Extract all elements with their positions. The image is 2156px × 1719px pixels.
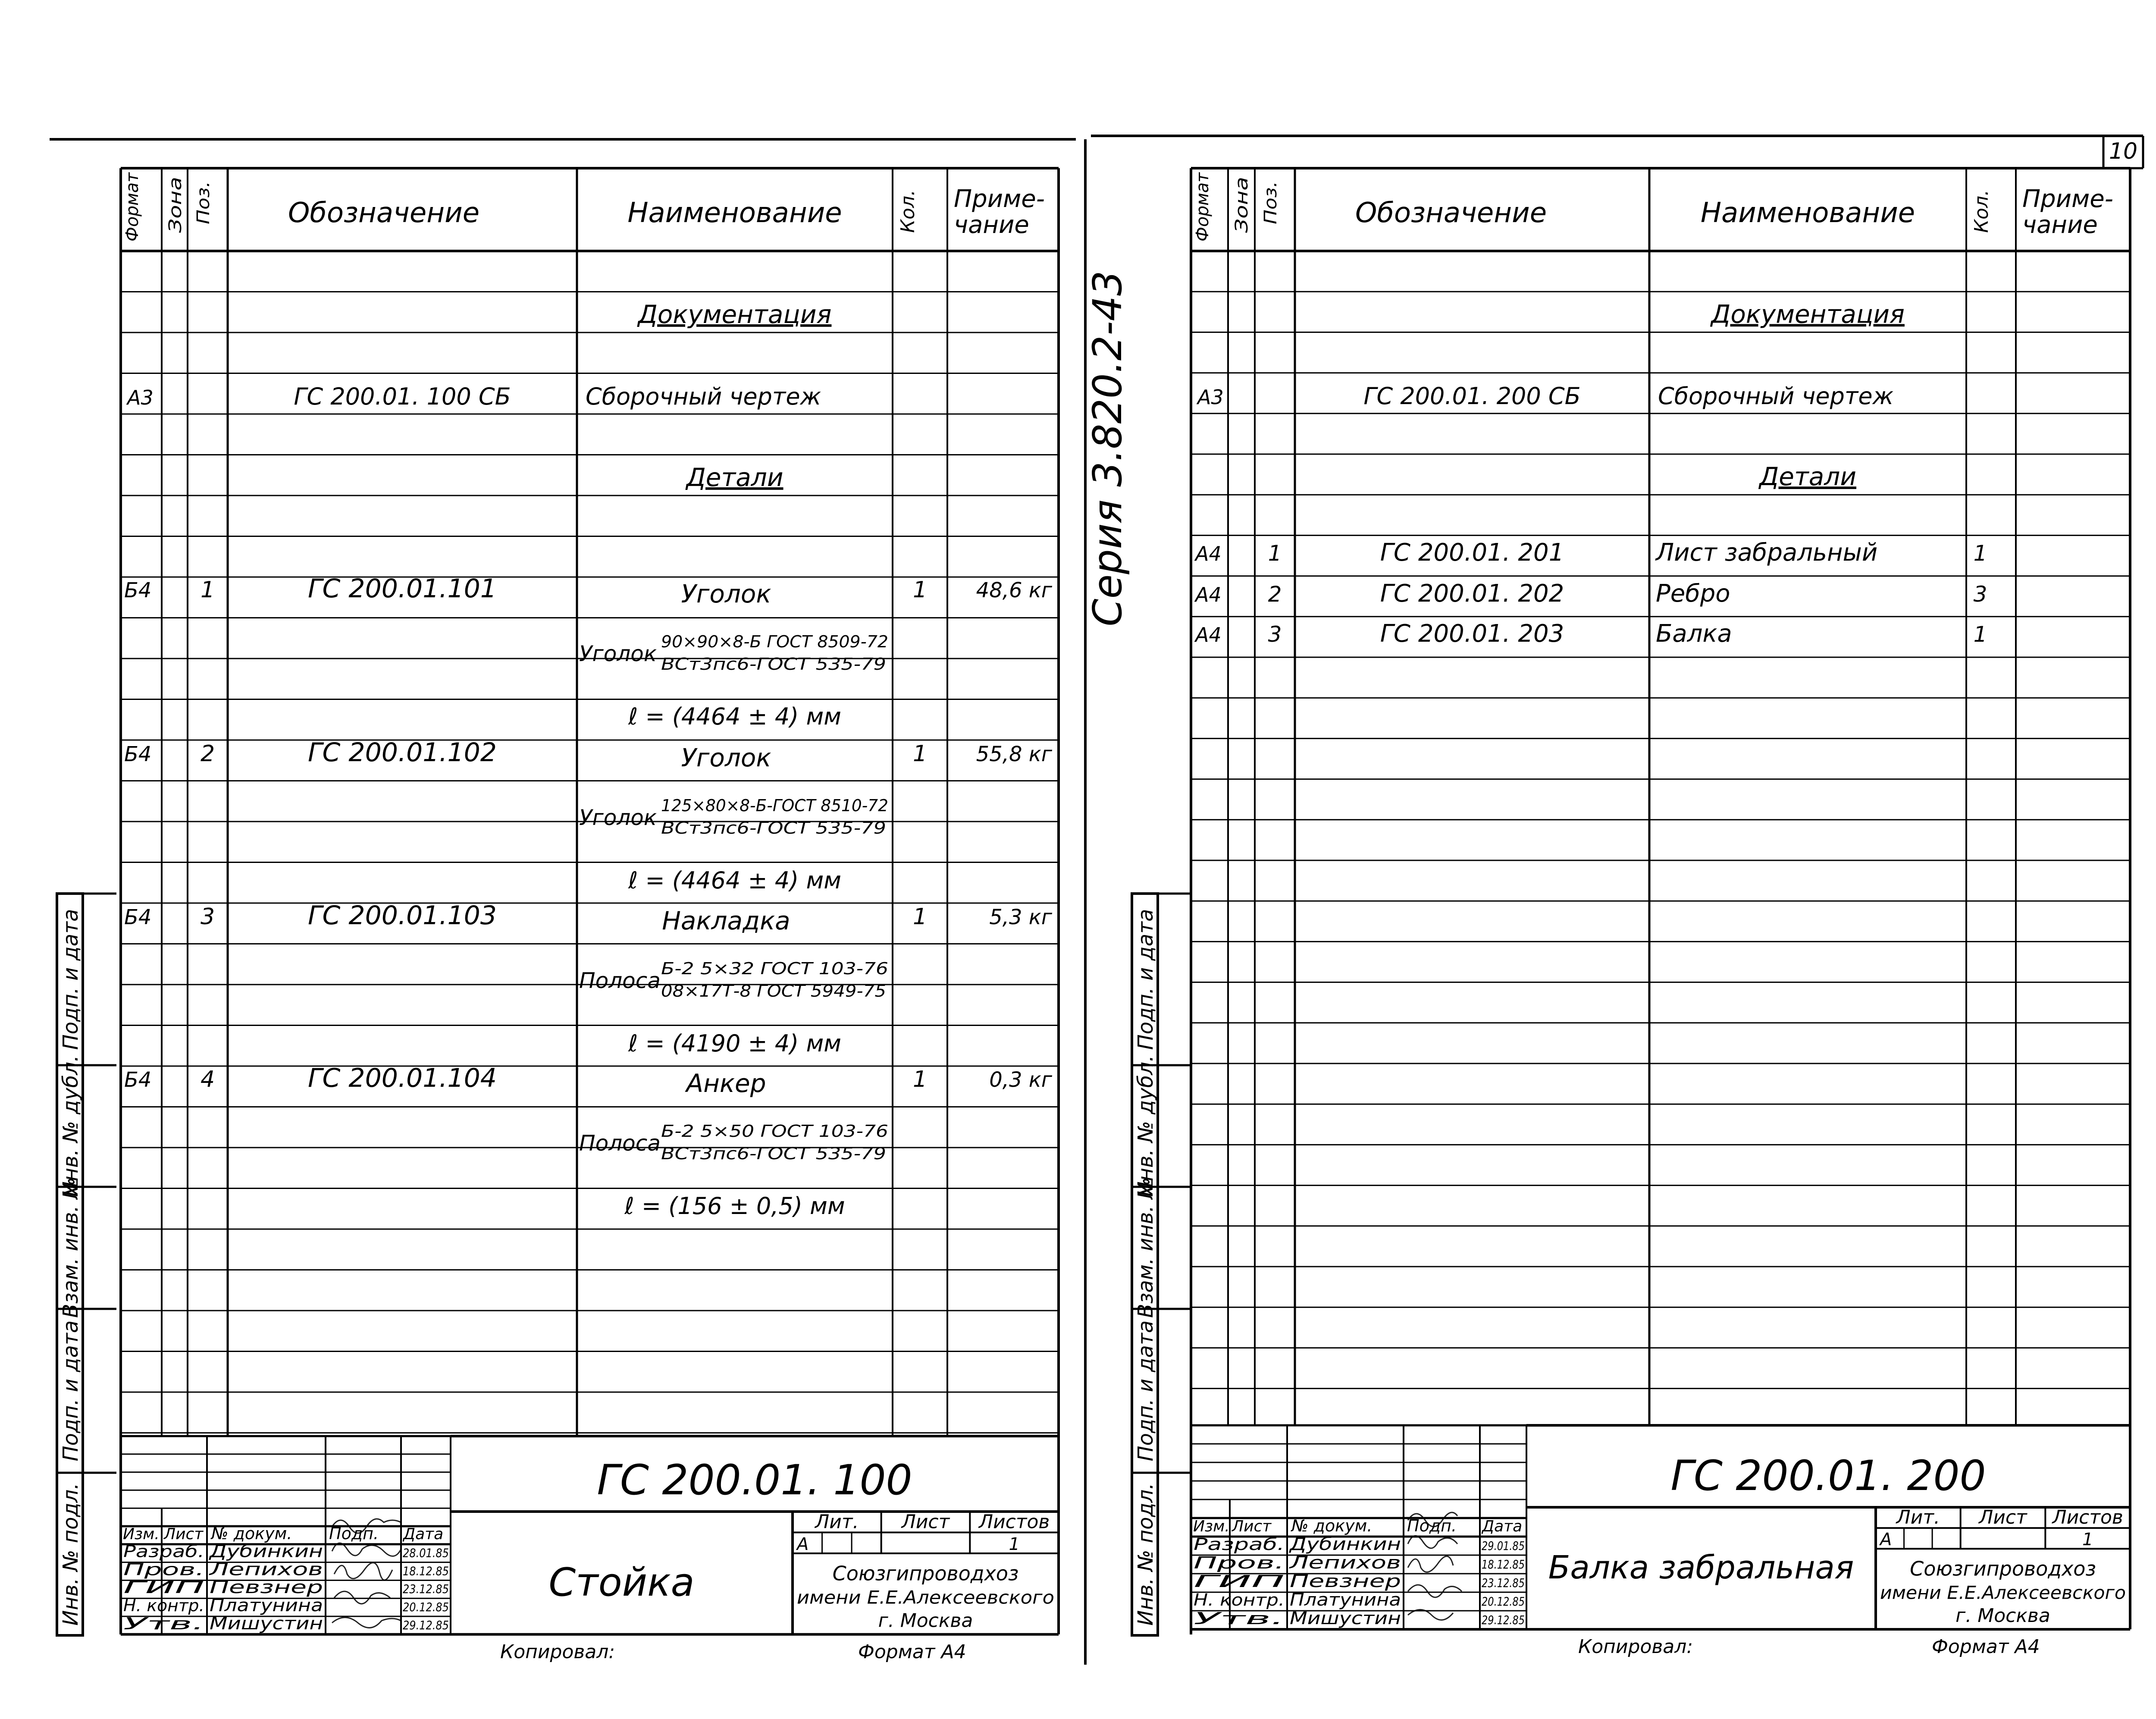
- item-length: ℓ = (4190 ± 4) мм: [628, 1030, 842, 1057]
- copied-label: Копировал:: [500, 1641, 615, 1663]
- format-label: Формат А4: [858, 1641, 966, 1663]
- side-strip-label: Инв. № дубл.: [59, 1055, 83, 1197]
- item-name: Уголок: [681, 579, 771, 609]
- stamp-role: ГИП: [123, 1578, 204, 1597]
- section-details: Детали: [1759, 462, 1857, 492]
- header-note-1: Приме-: [954, 185, 1045, 213]
- stamp-org-line2: имени Е.Е.Алексеевского: [1880, 1582, 2126, 1603]
- stamp-sign-label: Подп.: [329, 1524, 379, 1543]
- section-documentation: Документация: [1711, 299, 1905, 329]
- side-strip-label: Подп. и дата: [59, 1320, 83, 1462]
- side-strip-label: Взам. инв. №: [1134, 1177, 1158, 1318]
- item-length: ℓ = (4464 ± 4) мм: [628, 867, 842, 894]
- item-length: ℓ = (156 ± 0,5) мм: [624, 1192, 845, 1220]
- item-format: Б4: [124, 1068, 152, 1092]
- sheet-number: 10: [2109, 138, 2138, 164]
- item-quantity: 1: [912, 741, 928, 767]
- stamp-role: ГИП: [1194, 1572, 1285, 1591]
- header-zone: Зона: [166, 189, 185, 233]
- item-designation: ГС 200.01.103: [308, 900, 497, 931]
- assembly-name: Сборочный чертеж: [586, 383, 821, 410]
- stamp-date: 20.12.85: [403, 1600, 449, 1614]
- stamp-person-name: Платунина: [210, 1596, 323, 1615]
- stamp-date: 28.01.85: [403, 1546, 449, 1560]
- material-bottom: ВСт3пс6-ГОСТ 535-79: [661, 655, 886, 674]
- stamp-lit-value: А: [1880, 1530, 1892, 1550]
- right-sheet: [1191, 168, 2130, 1658]
- item-position: 1: [200, 577, 215, 603]
- section-details: Детали: [686, 463, 783, 492]
- assembly-designation: ГС 200.01. 200 СБ: [1363, 382, 1581, 410]
- stamp-person-name: Мишустин: [210, 1613, 323, 1634]
- stamp-person-name: Дубинкин: [1288, 1534, 1401, 1554]
- stamp-list-label: Лист: [164, 1525, 204, 1543]
- item-name: Балка: [1656, 620, 1732, 648]
- item-quantity: 1: [912, 904, 928, 930]
- item-position: 2: [1268, 582, 1282, 607]
- stamp-person-name: Платунина: [1290, 1590, 1401, 1610]
- stamp-sheets-label: Листов: [978, 1511, 1050, 1533]
- item-designation: ГС 200.01.104: [308, 1063, 497, 1093]
- material-word: Уголок: [579, 805, 657, 830]
- sheet-annotations: [59, 138, 2137, 1626]
- item-name: Лист забральный: [1656, 539, 1878, 567]
- stamp-sign-label: Подп.: [1407, 1516, 1457, 1535]
- stamp-role: Пров.: [123, 1560, 204, 1579]
- stamp-izm-label: Изм.: [1193, 1518, 1230, 1535]
- stamp-sheet-label: Лист: [1979, 1506, 2027, 1529]
- item-mass: 0,3 кг: [989, 1068, 1052, 1092]
- item-designation: ГС 200.01.102: [308, 737, 497, 768]
- format-label: Формат А4: [1932, 1636, 2040, 1658]
- stamp-title: Стойка: [548, 1560, 695, 1605]
- stamp-sheets-label: Листов: [2052, 1506, 2123, 1529]
- stamp-izm-label: Изм.: [123, 1525, 160, 1543]
- header-note-2: чание: [2022, 211, 2098, 239]
- header-format: Формат: [1193, 171, 1213, 242]
- stamp-lit-label: Лит.: [815, 1511, 859, 1533]
- stamp-date: 29.12.85: [403, 1618, 449, 1632]
- item-quantity: 1: [1973, 622, 1987, 647]
- header-pos: Поз.: [1261, 186, 1281, 224]
- header-note-2: чание: [954, 211, 1029, 239]
- stamp-role: Утв.: [123, 1614, 204, 1633]
- item-name: Анкер: [686, 1069, 766, 1098]
- left-sheet: [121, 168, 1059, 1663]
- copied-label: Копировал:: [1578, 1636, 1693, 1658]
- stamp-docno-label: № докум.: [1291, 1516, 1373, 1535]
- item-mass: 5,3 кг: [989, 905, 1052, 929]
- stamp-role: Пров.: [1194, 1553, 1285, 1572]
- stamp-person-name: Певзнер: [1290, 1572, 1401, 1591]
- side-strip-label: Подп. и дата: [1134, 909, 1158, 1050]
- stamp-title: Балка забральная: [1548, 1549, 1854, 1586]
- item-length: ℓ = (4464 ± 4) мм: [628, 703, 842, 730]
- stamp-lit-label: Лит.: [1896, 1506, 1940, 1529]
- stamp-org-line1: Союзгипроводхоз: [1910, 1557, 2096, 1581]
- side-strip-label: Взам. инв. №: [59, 1177, 83, 1318]
- assembly-format: А3: [127, 386, 154, 409]
- item-format: Б4: [124, 578, 152, 602]
- stamp-org-line3: г. Москва: [878, 1609, 973, 1632]
- material-top: 125×80×8-Б-ГОСТ 8510-72: [661, 796, 888, 815]
- item-position: 1: [1268, 541, 1282, 566]
- item-format: А4: [1195, 623, 1222, 646]
- stamp-person-name: Лепихов: [1288, 1553, 1401, 1573]
- stamp-sheet-label: Лист: [901, 1511, 950, 1533]
- item-format: А4: [1195, 542, 1222, 565]
- header-designation: Обозначение: [288, 197, 480, 229]
- stamp-list-label: Лист: [1232, 1518, 1272, 1535]
- stamp-person-name: Певзнер: [210, 1578, 323, 1598]
- stamp-date: 18.12.85: [1482, 1557, 1525, 1572]
- header-qty: Кол.: [1971, 189, 1993, 233]
- item-mass: 55,8 кг: [976, 742, 1052, 766]
- stamp-date: 29.12.85: [1482, 1613, 1525, 1627]
- stamp-docno-label: № докум.: [211, 1524, 292, 1543]
- stamp-date: 29.01.85: [1482, 1539, 1525, 1553]
- stamp-date: 20.12.85: [1482, 1594, 1525, 1609]
- item-position: 3: [200, 904, 215, 930]
- series-label: Серия 3.820.2-43: [1084, 270, 1131, 627]
- header-zone: Зона: [1232, 189, 1252, 233]
- material-top: Б-2 5×50 ГОСТ 103-76: [661, 1122, 888, 1141]
- stamp-document-code: ГС 200.01. 100: [597, 1456, 912, 1504]
- stamp-person-name: Лепихов: [208, 1559, 323, 1580]
- material-bottom: ВСт3пс6-ГОСТ 535-79: [661, 819, 886, 838]
- side-strip-label: Инв. № подл.: [59, 1483, 83, 1626]
- item-designation: ГС 200.01.101: [308, 574, 497, 604]
- stamp-sheets-value: 1: [1009, 1534, 1020, 1554]
- item-quantity: 3: [1973, 582, 1987, 607]
- header-designation: Обозначение: [1355, 197, 1547, 229]
- item-name: Накладка: [662, 906, 790, 935]
- stamp-date: 23.12.85: [403, 1582, 449, 1597]
- header-format: Формат: [122, 171, 142, 242]
- material-bottom: 08×17Т-8 ГОСТ 5949-75: [661, 982, 886, 1001]
- item-name: Уголок: [681, 743, 771, 772]
- stamp-role: Н. контр.: [1194, 1590, 1285, 1609]
- assembly-name: Сборочный чертеж: [1658, 382, 1894, 410]
- item-quantity: 1: [912, 577, 928, 603]
- item-quantity: 1: [1973, 541, 1987, 566]
- assembly-designation: ГС 200.01. 100 СБ: [294, 383, 511, 410]
- side-strip-label: Подп. и дата: [59, 909, 83, 1050]
- material-top: 90×90×8-Б ГОСТ 8509-72: [661, 632, 888, 651]
- item-format: Б4: [124, 742, 152, 766]
- item-format: Б4: [124, 905, 152, 929]
- item-quantity: 1: [912, 1067, 928, 1092]
- item-mass: 48,6 кг: [976, 578, 1052, 602]
- section-documentation: Документация: [638, 300, 832, 329]
- assembly-format: А3: [1197, 385, 1224, 409]
- stamp-role: Разраб.: [1194, 1535, 1285, 1554]
- material-bottom: ВСт3пс6-ГОСТ 535-79: [661, 1144, 886, 1163]
- header-pos: Поз.: [194, 186, 213, 224]
- stamp-person-name: Дубинкин: [208, 1541, 323, 1562]
- side-strip-label: Подп. и дата: [1134, 1320, 1158, 1462]
- material-word: Полоса: [579, 968, 661, 993]
- stamp-role: Разраб.: [123, 1542, 204, 1561]
- item-designation: ГС 200.01. 203: [1380, 620, 1564, 648]
- stamp-org-line2: имени Е.Е.Алексеевского: [797, 1587, 1054, 1608]
- header-name: Наименование: [1700, 197, 1915, 229]
- stamp-date-label: Дата: [403, 1525, 444, 1543]
- side-strip-label: Инв. № подл.: [1134, 1483, 1158, 1626]
- stamp-role: Утв.: [1194, 1609, 1285, 1628]
- material-top: Б-2 5×32 ГОСТ 103-76: [661, 959, 888, 978]
- item-designation: ГС 200.01. 201: [1380, 539, 1564, 567]
- stamp-date: 23.12.85: [1482, 1576, 1525, 1590]
- item-name: Ребро: [1656, 580, 1730, 608]
- side-strip-label: Инв. № дубл.: [1134, 1055, 1158, 1197]
- item-position: 2: [200, 741, 215, 767]
- stamp-date: 18.12.85: [403, 1564, 449, 1578]
- stamp-org-line1: Союзгипроводхоз: [832, 1562, 1019, 1585]
- item-format: А4: [1195, 583, 1222, 606]
- header-note-1: Приме-: [2022, 185, 2113, 213]
- stamp-org-line3: г. Москва: [1955, 1605, 2050, 1627]
- material-word: Уголок: [579, 641, 657, 666]
- stamp-document-code: ГС 200.01. 200: [1670, 1452, 1986, 1500]
- item-designation: ГС 200.01. 202: [1380, 580, 1564, 608]
- stamp-lit-value: А: [797, 1534, 809, 1554]
- material-word: Полоса: [579, 1131, 661, 1156]
- stamp-role: Н. контр.: [123, 1596, 204, 1615]
- stamp-person-name: Мишустин: [1290, 1609, 1401, 1628]
- item-position: 3: [1268, 622, 1282, 647]
- item-position: 4: [200, 1067, 215, 1092]
- stamp-sheets-value: 1: [2082, 1530, 2093, 1550]
- header-name: Наименование: [627, 197, 842, 229]
- stamp-date-label: Дата: [1482, 1518, 1523, 1535]
- header-qty: Кол.: [897, 189, 919, 233]
